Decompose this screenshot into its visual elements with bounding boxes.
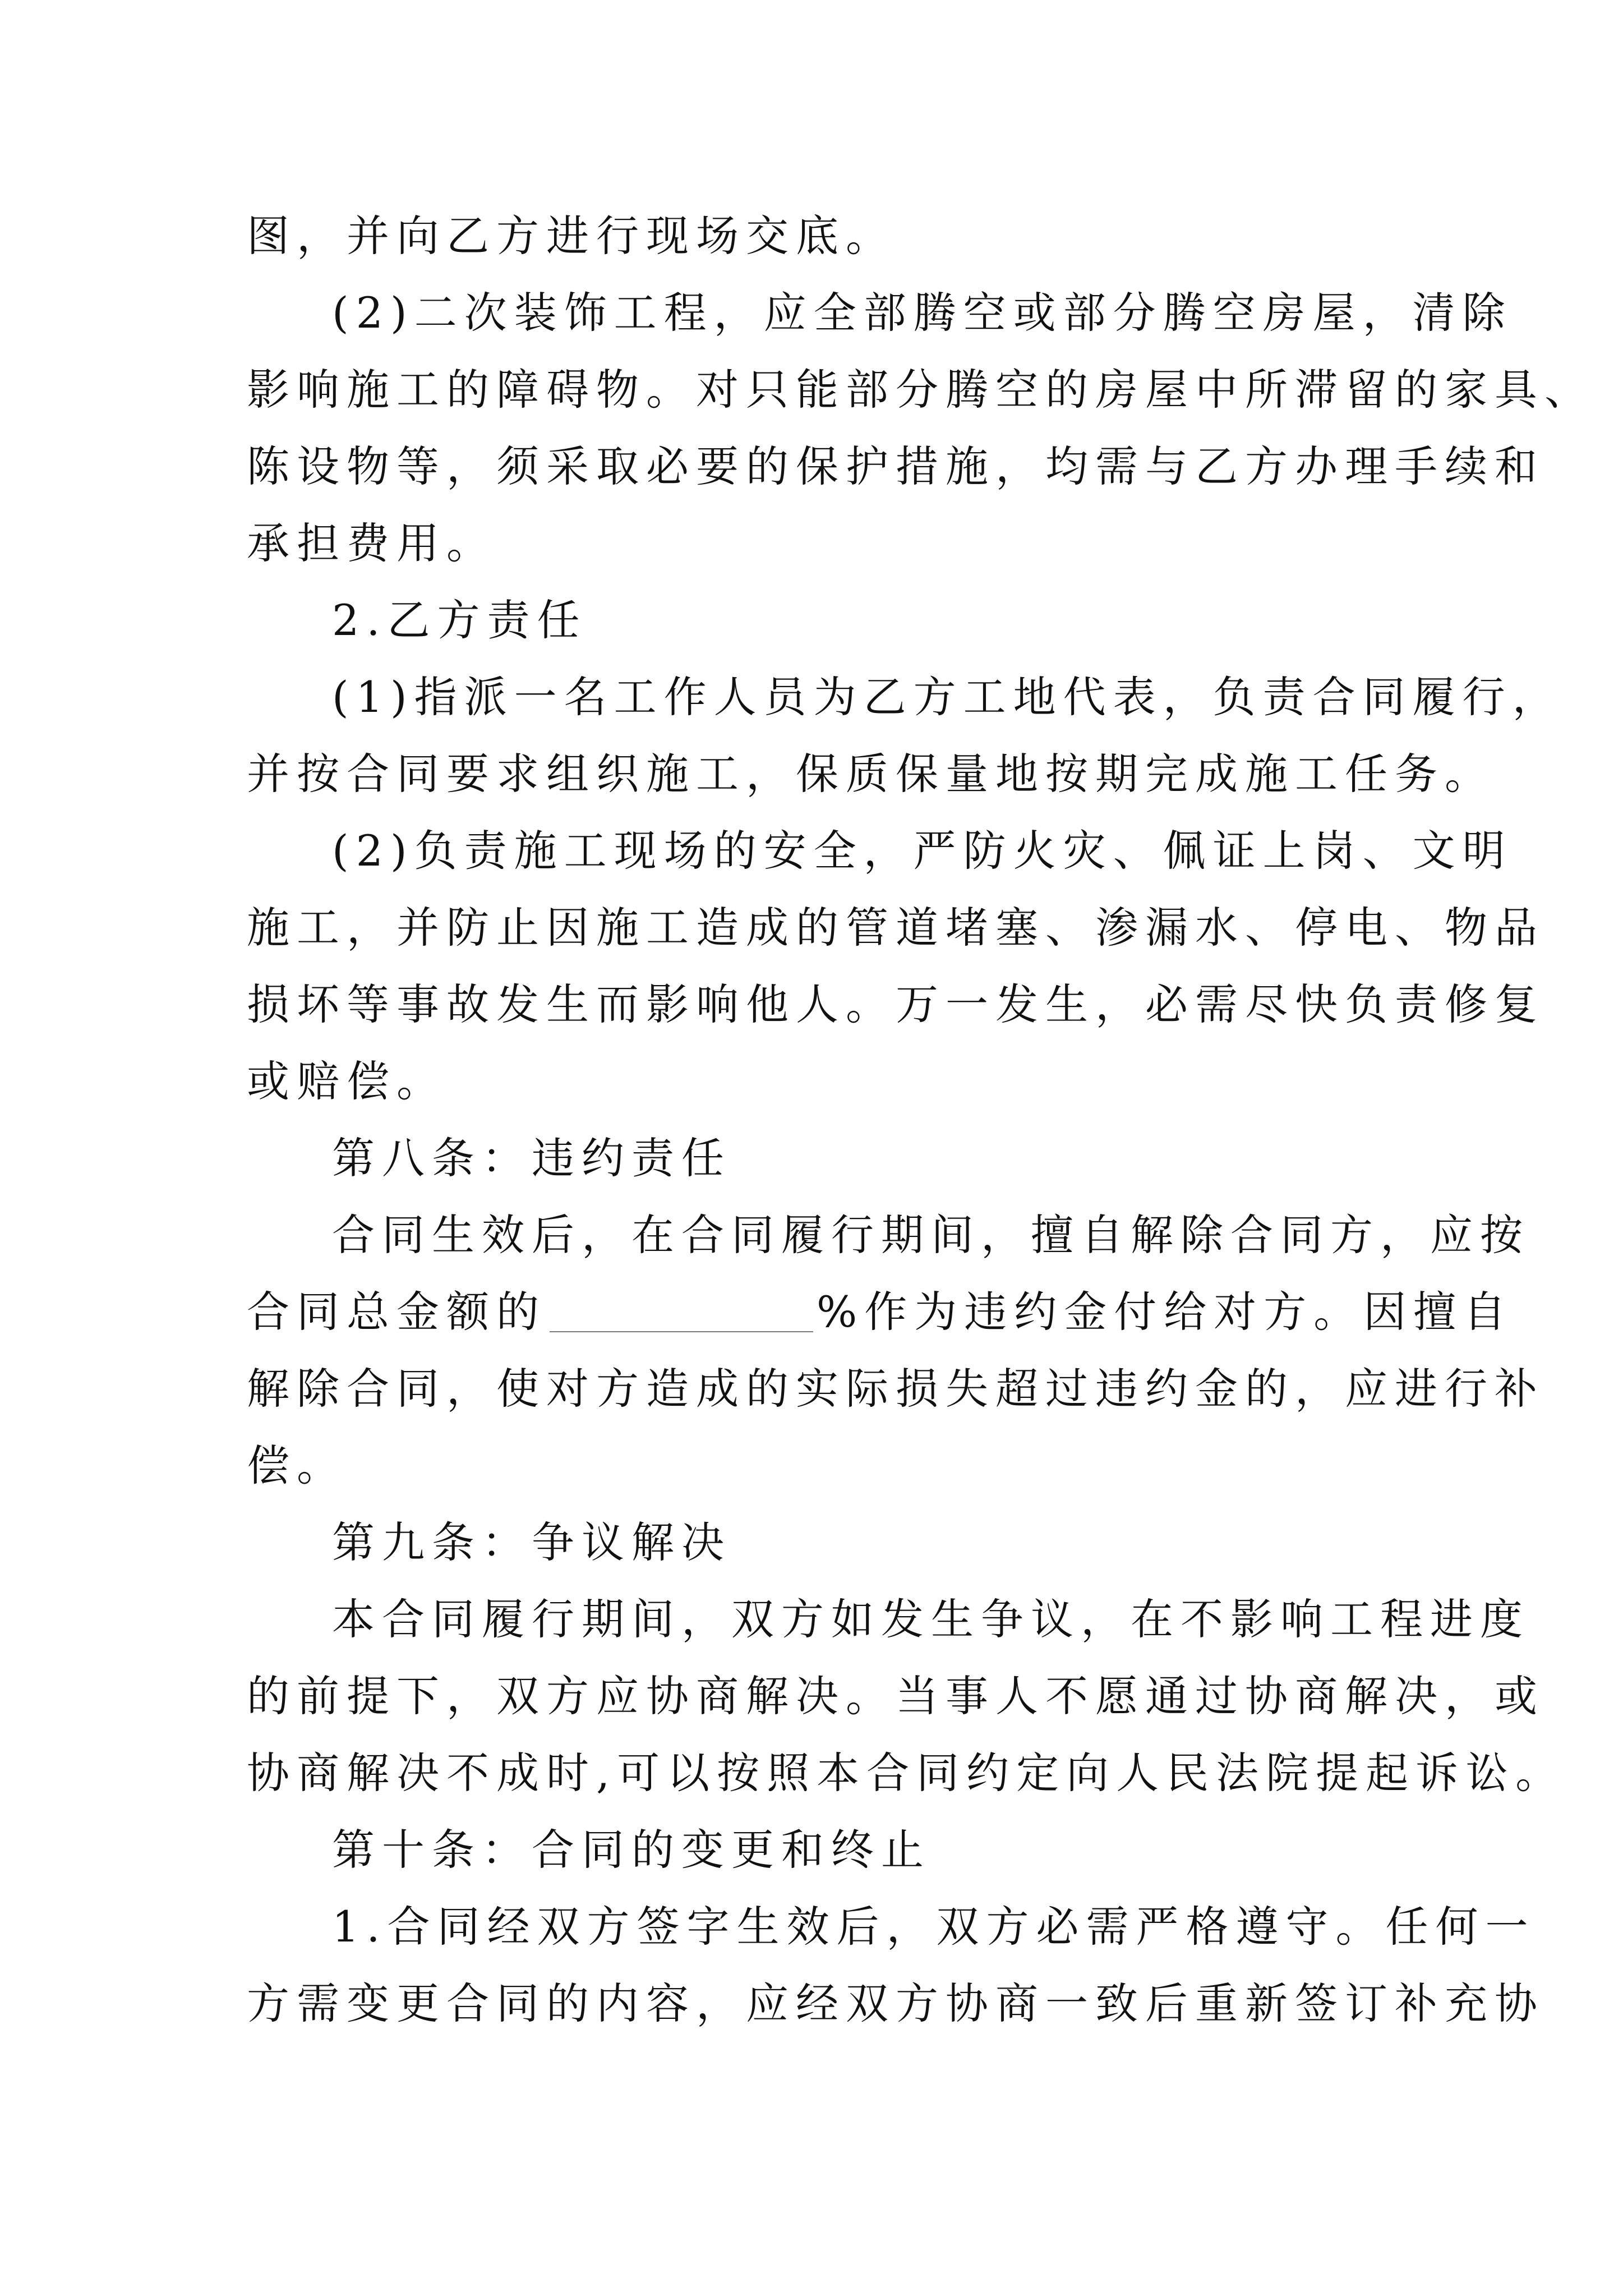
- paragraph-line: 损坏等事故发生而影响他人。万一发生，必需尽快负责修复: [247, 979, 1544, 1029]
- paragraph-line: 或赔偿。: [247, 1056, 446, 1106]
- paragraph-line: 合同生效后，在合同履行期间，擅自解除合同方，应按: [332, 1210, 1530, 1260]
- section-heading: 2.乙方责任: [332, 595, 587, 645]
- paragraph-line: 陈设物等，须采取必要的保护措施，均需与乙方办理手续和: [247, 441, 1544, 491]
- blank-suffix-text: %作为违约金付给对方。因擅自: [817, 1287, 1514, 1337]
- paragraph-line: 施工，并防止因施工造成的管道堵塞、渗漏水、停电、物品: [247, 903, 1544, 953]
- paragraph-line: 本合同履行期间，双方如发生争议，在不影响工程进度: [332, 1594, 1530, 1644]
- fill-in-blank: [550, 1289, 813, 1332]
- blank-field-line: [247, 1273, 1514, 1350]
- article-heading: 第九条：争议解决: [332, 1517, 731, 1567]
- paragraph-line: 解除合同，使对方造成的实际损失超过违约金的，应进行补: [247, 1364, 1544, 1414]
- paragraph-line: 承担费用。: [247, 518, 496, 568]
- paragraph-line: (2)负责施工现场的安全，严防火灾、佩证上岗、文明: [332, 826, 1513, 876]
- document-body: [247, 197, 1594, 2042]
- paragraph-line: 1.合同经双方签字生效后，双方必需严格遵守。任何一: [332, 1902, 1536, 1952]
- paragraph-line: 方需变更合同的内容，应经双方协商一致后重新签订补充协: [247, 1978, 1544, 2028]
- blank-prefix-text: 合同总金额的: [247, 1287, 546, 1337]
- paragraph-line: (1)指派一名工作人员为乙方工地代表，负责合同履行，: [332, 672, 1562, 722]
- paragraph-line: 偿。: [247, 1441, 347, 1490]
- paragraph-line: 并按合同要求组织施工，保质保量地按期完成施工任务。: [247, 749, 1495, 799]
- paragraph-line: 图，并向乙方进行现场交底。: [247, 211, 896, 261]
- paragraph-line: 影响施工的障碍物。对只能部分腾空的房屋中所滞留的家具、: [247, 365, 1594, 415]
- paragraph-line: 协商解决不成时,可以按照本合同约定向人民法院提起诉讼。: [247, 1748, 1566, 1798]
- article-heading: 第八条：违约责任: [332, 1133, 731, 1183]
- paragraph-line: (2)二次装饰工程，应全部腾空或部分腾空房屋，清除: [332, 288, 1513, 338]
- paragraph-line: 的前提下，双方应协商解决。当事人不愿通过协商解决，或: [247, 1671, 1544, 1721]
- article-heading: 第十条：合同的变更和终止: [332, 1825, 931, 1875]
